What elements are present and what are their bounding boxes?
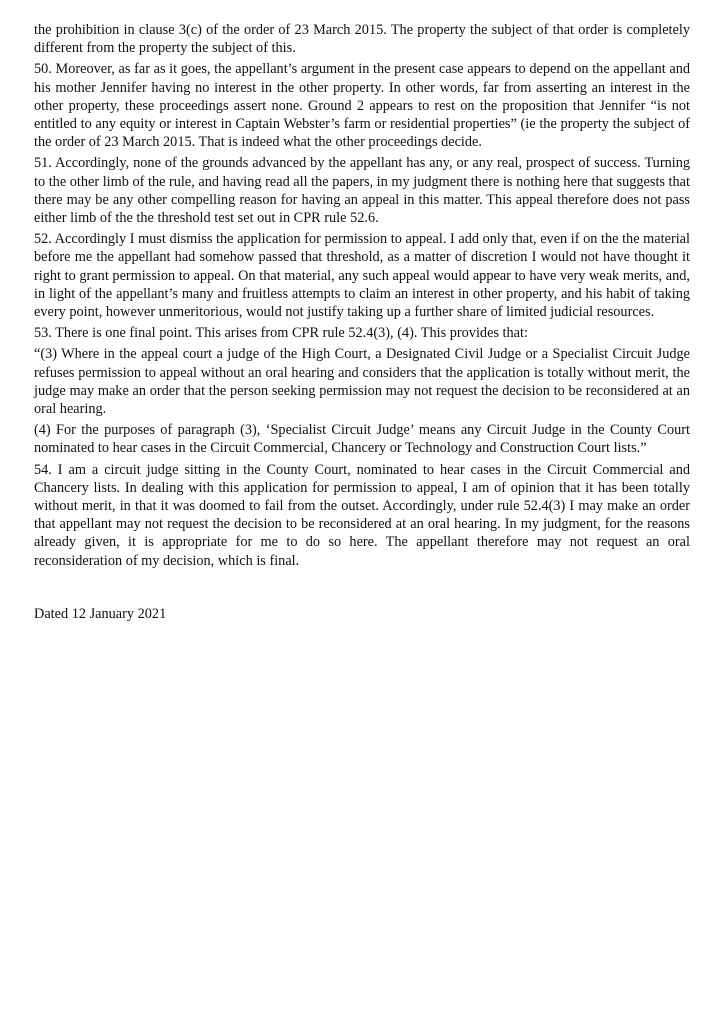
document-page [34,21,690,626]
paragraph-53: 53. There is one final point. This arises from CPR rule 52.4(3), (4). This provides that: [34,325,528,342]
quoted-rule-4: (4) For the purposes of paragraph (3), ‘Specialist Circuit Judge’ means any Circuit Judge in the County Court nominated to hear cases in the Circuit Commercial, Chancery or Technology and Construction Court lists.” [34,422,690,457]
paragraph-continuation: the prohibition in clause 3(c) of the order of 23 March 2015. The property the subject of that order is completely different from the property the subject of this. [34,22,690,57]
quoted-rule-3: “(3) Where in the appeal court a judge of the High Court, a Designated Civil Judge or a Specialist Circuit Judge refuses permission to appeal without an oral hearing and considers that the application is totally without merit, the judge may make an order that the person seeking permission may not request the decision to be reconsidered at an oral hearing. [34,346,690,418]
paragraph-51: 51. Accordingly, none of the grounds advanced by the appellant has any, or any real, prospect of success. Turning to the other limb of the rule, and having read all the papers, in my judgment there is nothing here that suggests that there may be any other compelling reason for having an appeal in this matter. This appeal therefore does not pass either limb of the the threshold test set out in CPR rule 52.6. [34,155,690,227]
paragraph-52: 52. Accordingly I must dismiss the application for permission to appeal. I add only that, even if on the the material before me the appellant had somehow passed that threshold, as a matter of discretion I would not have thought it right to grant permission to appeal. On that material, any such appeal would appear to have very weak merits, and, in light of the appellant’s many and fruitless attempts to claim an interest in other property, and his habit of taking every point, however unmeritorious, would not justify taking up a further share of limited judicial resources. [34,231,690,321]
paragraph-50: 50. Moreover, as far as it goes, the appellant’s argument in the present case appears to depend on the appellant and his mother Jennifer having no interest in the other property. In other words, far from asserting an interest in the other property, these proceedings assert none. Ground 2 appears to rest on the proposition that Jennifer “is not entitled to any equity or interest in Captain Webster’s farm or residential properties” (ie the property the subject of the order of 23 March 2015. That is indeed what the other proceedings decide. [34,61,690,151]
dated-line: Dated 12 January 2021 [34,605,167,622]
paragraph-54: 54. I am a circuit judge sitting in the County Court, nominated to hear cases in the Circuit Commercial and Chancery lists. In dealing with this application for permission to appeal, I am of opinion that it has been totally without merit, in that it was doomed to fail from the outset. Accordingly, under rule 52.4(3) I may make an order that appellant may not request the decision to be reconsidered at an oral hearing. In my judgment, for the reasons already given, it is appropriate for me to do so here. The appellant therefore may not request an oral reconsideration of my decision, which is final. [34,461,690,569]
